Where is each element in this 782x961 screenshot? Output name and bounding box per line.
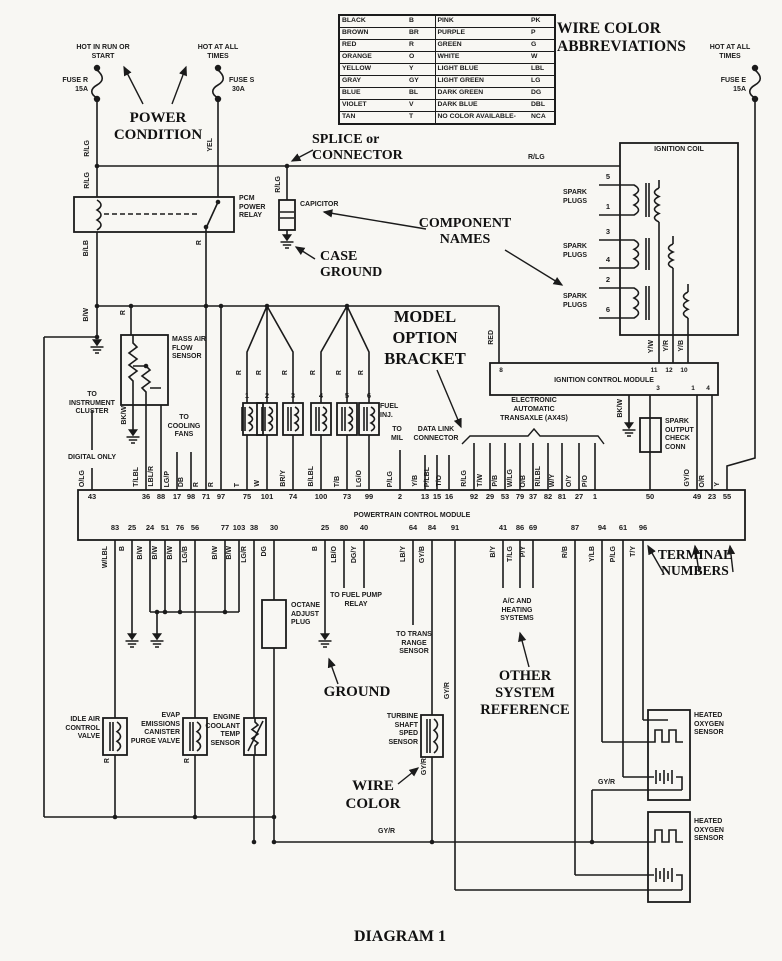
icm-pin: 12	[665, 367, 673, 374]
coil-pin: 4	[605, 255, 611, 264]
wire-color-label: GY/O	[684, 469, 691, 487]
fuse-e-amp: 15A	[733, 86, 746, 93]
wire-label-yb: Y/B	[678, 340, 685, 352]
pcm-terminal-number: 79	[515, 492, 525, 501]
wire-label-r: R	[310, 370, 317, 376]
ho2s2-box	[648, 812, 690, 902]
wire-color-label: P/Y	[520, 546, 527, 558]
pcm-terminal-number: 25	[127, 523, 137, 532]
pcm-relay-label: PCM POWER RELAY	[239, 195, 266, 219]
fuse-s-amp: 30A	[232, 86, 245, 93]
abbrev-cell: RED	[339, 40, 407, 52]
wire-label-r: R	[184, 758, 191, 764]
wire-color-label: P/O	[582, 474, 589, 487]
hot-in-run-label: HOT IN RUN OR START	[76, 44, 130, 60]
pcm-terminal-number: 17	[172, 492, 182, 501]
wire-color-label: P/LBL	[424, 466, 431, 487]
maf-box	[121, 335, 168, 405]
wire-label-r: R	[236, 370, 243, 376]
to-mil-label: TO MIL	[390, 426, 404, 442]
ect-thermistor	[248, 718, 263, 755]
abbrev-cell: TAN	[339, 112, 407, 125]
to-instrument-cluster-label: TO INSTRUMENT CLUSTER	[69, 391, 115, 415]
icm-label: IGNITION CONTROL MODULE	[554, 377, 654, 384]
wire-color-label: B/W	[152, 546, 159, 560]
wire-color-label: DG/Y	[351, 546, 358, 564]
turbine-box	[421, 715, 443, 757]
ect-label: ENGINE COOLANT TEMP SENSOR	[205, 714, 240, 747]
wire-label-r: R	[196, 240, 203, 246]
abbrev-cell: GREEN	[435, 40, 529, 52]
pcm-terminal-number: 77	[220, 523, 230, 532]
wire-label-r: R	[104, 758, 111, 764]
wire-color-label: T/Y	[630, 546, 637, 557]
coil-pin: 2	[605, 275, 611, 284]
injector-number: 2	[264, 391, 270, 400]
abbrev-cell: BROWN	[339, 28, 407, 40]
abbrev-cell: DBL	[529, 100, 555, 112]
wire-color-label: LBL/R	[148, 466, 155, 487]
wire-color-label: T/LBL	[133, 467, 140, 487]
pcm-terminal-number: 75	[242, 492, 252, 501]
pcm-terminal-number: 43	[87, 492, 97, 501]
icm-pin: 11	[650, 367, 658, 374]
ho2s2-heater	[648, 830, 683, 842]
wire-color-label: P/LG	[610, 546, 617, 563]
wire-label-yel: YEL	[207, 138, 214, 152]
diagram-title: DIAGRAM 1	[354, 928, 446, 945]
wire-color-label: W/Y	[549, 473, 556, 487]
wire-color-label: R	[208, 481, 215, 487]
pcm-terminal-number: 83	[110, 523, 120, 532]
capacitor-box	[279, 200, 295, 230]
wire-color-label: T/O	[436, 475, 443, 487]
callout-wire-color: WIRE COLOR	[345, 778, 401, 812]
pcm-terminal-number: 91	[450, 523, 460, 532]
wire-color-label: Y	[714, 482, 721, 487]
pcm-terminal-number: 41	[498, 523, 508, 532]
callout-model-option-bracket: MODEL OPTION BRACKET	[384, 307, 466, 368]
wire-color-label: O/Y	[566, 474, 573, 487]
wire-color-label: BR/Y	[280, 470, 287, 487]
pcm-terminal-number: 50	[645, 492, 655, 501]
pcm-terminal-number: 23	[707, 492, 717, 501]
abbrev-cell: PINK	[435, 15, 529, 28]
wire-color-label: B/W	[212, 546, 219, 560]
pcm-terminal-number: 69	[528, 523, 538, 532]
wire-label-gyr: GY/R	[444, 682, 451, 700]
wire-color-label: T/B	[334, 475, 341, 487]
callout-component-names: COMPONENT NAMES	[418, 216, 512, 247]
coil-primaries	[620, 185, 639, 318]
fuse-s-symbol	[213, 66, 224, 102]
wire-color-label: R/B	[562, 546, 569, 559]
abbrev-cell: NCA	[529, 112, 555, 125]
abbrev-cell: V	[407, 100, 435, 112]
abbrev-cell: B	[407, 15, 435, 28]
fuse-r-label: FUSE R	[62, 77, 88, 84]
abbrev-row	[339, 88, 555, 100]
callout-other-system-reference: OTHER SYSTEM REFERENCE	[480, 668, 570, 718]
hot-at-all-times-label: HOT AT ALL TIMES	[197, 44, 239, 60]
abbrev-row	[339, 15, 555, 28]
ignition-coil-label: IGNITION COIL	[654, 146, 704, 153]
wire-label-yw: Y/W	[648, 340, 655, 354]
pcm-terminal-number: 76	[175, 523, 185, 532]
wire-color-label: Y/LB	[589, 546, 596, 562]
abbrev-cell: BLACK	[339, 15, 407, 28]
wire-label-red: RED	[488, 330, 495, 345]
wire-color-label: T/LG	[507, 546, 514, 562]
pcm-terminal-number: 94	[597, 523, 607, 532]
wire-color-label: B	[119, 546, 126, 552]
pcm-terminal-number: 25	[320, 523, 330, 532]
wire-color-label: B/Y	[490, 546, 497, 558]
eat-label-2: AUTOMATIC	[513, 406, 555, 413]
pcm-terminal-number: 29	[485, 492, 495, 501]
wire-label-rlg: R/LG	[528, 154, 545, 161]
relay-contact-symbol	[207, 202, 218, 226]
wire-color-label: LG/O	[356, 469, 363, 487]
pcm-terminal-number: 71	[201, 492, 211, 501]
wire-label-r: R	[282, 370, 289, 376]
abbrev-cell: NO COLOR AVAILABLE-	[435, 112, 529, 125]
abbrev-cell: O	[407, 52, 435, 64]
pcm-terminal-number: 51	[160, 523, 170, 532]
capacitor-symbol	[280, 212, 294, 218]
abbrev-cell: G	[529, 40, 555, 52]
pcm-terminal-number: 64	[408, 523, 418, 532]
injector-symbols	[242, 407, 375, 431]
pcm-terminal-number: 80	[339, 523, 349, 532]
ho2s1-battery	[648, 770, 682, 790]
maf-label: MASS AIR FLOW SENSOR	[172, 336, 206, 360]
pcm-terminal-number: 87	[570, 523, 580, 532]
icm-pin: 10	[680, 367, 688, 374]
pcm-label: POWERTRAIN CONTROL MODULE	[353, 512, 471, 519]
wire-label-gyr: GY/R	[378, 828, 396, 835]
pcm-terminal-number: 86	[515, 523, 525, 532]
pcm-terminal-number: 103	[232, 523, 246, 532]
wire-color-label: LG/R	[241, 546, 248, 563]
abbrev-cell: DG	[529, 88, 555, 100]
turbine-label: TURBINE SHAFT SPED SENSOR	[386, 713, 418, 746]
pcm-terminal-number: 98	[186, 492, 196, 501]
wire-label-bw: B/W	[83, 308, 90, 322]
abbrev-cell: T	[407, 112, 435, 125]
ground-symbol	[319, 634, 332, 647]
ground-symbol	[151, 634, 164, 647]
pcm-terminal-number: 97	[216, 492, 226, 501]
abbrev-cell: DARK BLUE	[435, 100, 529, 112]
wire-label-blb: B/LB	[83, 240, 90, 257]
abbrev-row	[339, 76, 555, 88]
coil-pin: 1	[605, 202, 611, 211]
eat-label-3: TRANSAXLE (AX4S)	[500, 415, 568, 422]
abbrev-title: WIRE COLOR ABBREVIATIONS	[557, 20, 686, 55]
abbrev-cell: PURPLE	[435, 28, 529, 40]
pcm-terminal-number: 61	[618, 523, 628, 532]
abbrev-cell: GRAY	[339, 76, 407, 88]
wire-color-label: LB/Y	[400, 546, 407, 562]
to-fuel-pump-relay-label: TO FUEL PUMP RELAY	[330, 592, 382, 608]
octane-box	[262, 600, 286, 648]
ground-symbol	[91, 340, 104, 353]
wire-color-label: O/R	[699, 474, 706, 487]
ground-symbol	[623, 423, 636, 436]
wire-label-rlg: R/LG	[84, 140, 91, 157]
wire-color-label: B/LBL	[308, 466, 315, 487]
case-ground-symbol	[281, 235, 294, 248]
iac-label: IDLE AIR CONTROL VALVE	[65, 716, 100, 740]
fuse-r-amp: 15A	[75, 86, 88, 93]
maf-resistors	[129, 335, 150, 405]
abbrev-cell: VIOLET	[339, 100, 407, 112]
abbrev-row	[339, 40, 555, 52]
callout-case-ground: CASE GROUND	[320, 249, 383, 280]
wire-label-rlg: R/LG	[275, 176, 282, 193]
icm-pin: 4	[706, 385, 710, 392]
wire-color-label: B	[312, 546, 319, 552]
wire-color-label: T/W	[477, 474, 484, 487]
wire-color-label: O/B	[520, 474, 527, 487]
pcm-terminal-number: 73	[342, 492, 352, 501]
wire-label-r: R	[336, 370, 343, 376]
wire-label-gyr: GY/R	[421, 758, 428, 776]
wire-color-label: P/LG	[387, 470, 394, 487]
pcm-terminal-number: 55	[722, 492, 732, 501]
icm-pin: 3	[656, 385, 660, 392]
pcm-terminal-number: 13	[420, 492, 430, 501]
pcm-terminal-number: 101	[260, 492, 274, 501]
icm-pin: 1	[691, 385, 695, 392]
pcm-terminal-number: 36	[141, 492, 151, 501]
wire-label-bkw: BK/W	[617, 399, 624, 418]
wire-color-label: O/LG	[79, 469, 86, 487]
pcm-terminal-number: 84	[427, 523, 437, 532]
ho2s-label: HEATED OXYGEN SENSOR	[694, 818, 724, 842]
wire-color-label: GY/B	[419, 546, 426, 564]
abbrev-cell: GY	[407, 76, 435, 88]
callout-power-condition: POWER CONDITION	[113, 110, 203, 143]
pcm-terminal-number: 16	[444, 492, 454, 501]
wire-color-abbreviation-table	[338, 14, 556, 125]
abbrev-row	[339, 64, 555, 76]
callout-ground: GROUND	[323, 684, 391, 700]
abbrev-row	[339, 112, 555, 125]
wire-color-label: LG/P	[164, 470, 171, 487]
abbrev-row	[339, 28, 555, 40]
ho2s1-heater	[648, 720, 683, 742]
pcm-terminal-number: 92	[469, 492, 479, 501]
injector-number: 5	[344, 391, 350, 400]
wire-color-label: R	[193, 481, 200, 487]
icm-pin: 8	[499, 367, 503, 374]
eat-bracket	[462, 429, 604, 444]
pcm-terminal-number: 38	[249, 523, 259, 532]
digital-only-label: DIGITAL ONLY	[67, 454, 117, 461]
abbrev-row	[339, 52, 555, 64]
wire-color-label: DB	[178, 476, 185, 487]
wire-color-label: W/LBL	[102, 546, 109, 569]
injector-number: 3	[290, 391, 296, 400]
wire-color-label: B/W	[137, 546, 144, 560]
wire-label-bkw: BK/W	[121, 406, 128, 425]
injector-number: 4	[318, 391, 324, 400]
pcm-terminal-number: 81	[557, 492, 567, 501]
pcm-terminal-number: 100	[314, 492, 328, 501]
spark-plugs-label: SPARK PLUGS	[562, 189, 588, 205]
ho2s2-battery	[648, 868, 682, 890]
abbrev-cell: WHITE	[435, 52, 529, 64]
wire-color-label: W	[254, 480, 261, 487]
pcm-terminal-number: 15	[432, 492, 442, 501]
turbine-symbol	[427, 719, 438, 753]
pcm-terminal-number: 99	[364, 492, 374, 501]
coil-pin: 5	[605, 172, 611, 181]
wire-label-r: R	[256, 370, 263, 376]
wire-label-yr: Y/R	[663, 340, 670, 352]
wire-color-label: B/W	[226, 546, 233, 560]
abbrev-row	[339, 100, 555, 112]
callout-terminal-numbers: TERMINAL NUMBERS	[657, 547, 733, 578]
spark-plugs-label: SPARK PLUGS	[562, 243, 588, 259]
ground-symbol	[127, 430, 140, 443]
pcm-terminal-number: 40	[359, 523, 369, 532]
coil-pin: 3	[605, 227, 611, 236]
fuse-r-symbol	[92, 66, 103, 102]
to-trans-range-sensor-label: TO TRANS RANGE SENSOR	[396, 631, 432, 655]
ground-symbol	[126, 634, 139, 647]
wire-color-label: B/W	[167, 546, 174, 560]
abbrev-cell: PK	[529, 15, 555, 28]
pcm-terminal-number: 2	[397, 492, 403, 501]
pcm-terminal-number: 53	[500, 492, 510, 501]
abbrev-cell: LBL	[529, 64, 555, 76]
fuse-e-label: FUSE E	[720, 77, 746, 84]
spark-plugs-label: SPARK PLUGS	[562, 293, 588, 309]
pcm-terminal-number: 88	[156, 492, 166, 501]
fuse-e-symbol	[750, 66, 761, 102]
relay-coil-symbol	[97, 200, 101, 230]
wire-label-r: R	[120, 310, 127, 316]
octane-label: OCTANE ADJUST PLUG	[291, 602, 321, 626]
wire-color-label: P/B	[492, 475, 499, 487]
pcm-terminal-number: 96	[638, 523, 648, 532]
abbrev-cell: W	[529, 52, 555, 64]
fuel-inj-label: FUEL INJ.	[380, 403, 399, 419]
wire-color-label: LG/B	[182, 546, 189, 563]
abbrev-cell: ORANGE	[339, 52, 407, 64]
abbrev-cell: DARK GREEN	[435, 88, 529, 100]
wire-color-label: Y/B	[412, 475, 419, 487]
iac-box	[103, 718, 127, 755]
pcm-terminal-number: 49	[692, 492, 702, 501]
wire-label-gyr: GY/R	[598, 779, 616, 786]
ho2s1-box	[648, 710, 690, 800]
abbrev-cell: Y	[407, 64, 435, 76]
pcm-terminal-number: 24	[145, 523, 155, 532]
wire-color-label: LB/O	[331, 546, 338, 563]
ac-heating-label: A/C AND HEATING SYSTEMS	[500, 598, 534, 622]
wire-color-label: T	[234, 482, 241, 487]
coil-pin: 6	[605, 305, 611, 314]
pcm-terminal-number: 37	[528, 492, 538, 501]
pcm-terminal-number: 1	[592, 492, 598, 501]
injector-number: 1	[244, 391, 250, 400]
abbrev-cell: YELLOW	[339, 64, 407, 76]
wire-color-label: R/LG	[461, 470, 468, 487]
pcm-terminal-number: 82	[543, 492, 553, 501]
abbrev-cell: BR	[407, 28, 435, 40]
to-cooling-fans-label: TO COOLING FANS	[167, 414, 201, 438]
abbrev-cell: BL	[407, 88, 435, 100]
abbrev-cell: LG	[529, 76, 555, 88]
pcm-terminal-number: 27	[574, 492, 584, 501]
injector-number: 6	[366, 391, 372, 400]
abbrev-cell: R	[407, 40, 435, 52]
capacitor-label: CAPICITOR	[300, 201, 339, 208]
coil-cores	[646, 183, 649, 320]
wire-label-rlg: R/LG	[84, 172, 91, 189]
wire-label-r: R	[358, 370, 365, 376]
callout-splice: SPLICE or CONNECTOR	[312, 132, 403, 163]
abbrev-cell: BLUE	[339, 88, 407, 100]
wire-color-label: R/LBL	[535, 466, 542, 487]
wire-color-label: DG	[261, 546, 268, 557]
hot-at-all-times-label: HOT AT ALL TIMES	[709, 44, 751, 60]
abbrev-cell: LIGHT GREEN	[435, 76, 529, 88]
ho2s-label: HEATED OXYGEN SENSOR	[694, 712, 724, 736]
iac-symbol	[110, 722, 121, 751]
abbrev-cell: P	[529, 28, 555, 40]
eat-label-1: ELECTRONIC	[511, 397, 557, 404]
evap-label: EVAP EMISSIONS CANISTER PURGE VALVE	[130, 712, 180, 745]
wire-color-label: W/LG	[507, 468, 514, 487]
dlc-label: DATA LINK CONNECTOR	[413, 426, 459, 442]
fuse-s-label: FUSE S	[229, 77, 255, 84]
pcm-terminal-number: 56	[190, 523, 200, 532]
abbrev-cell: LIGHT BLUE	[435, 64, 529, 76]
pcm-terminal-number: 30	[269, 523, 279, 532]
spark-output-label: SPARK OUTPUT CHECK CONN	[665, 418, 694, 451]
pcm-terminal-number: 74	[288, 492, 298, 501]
